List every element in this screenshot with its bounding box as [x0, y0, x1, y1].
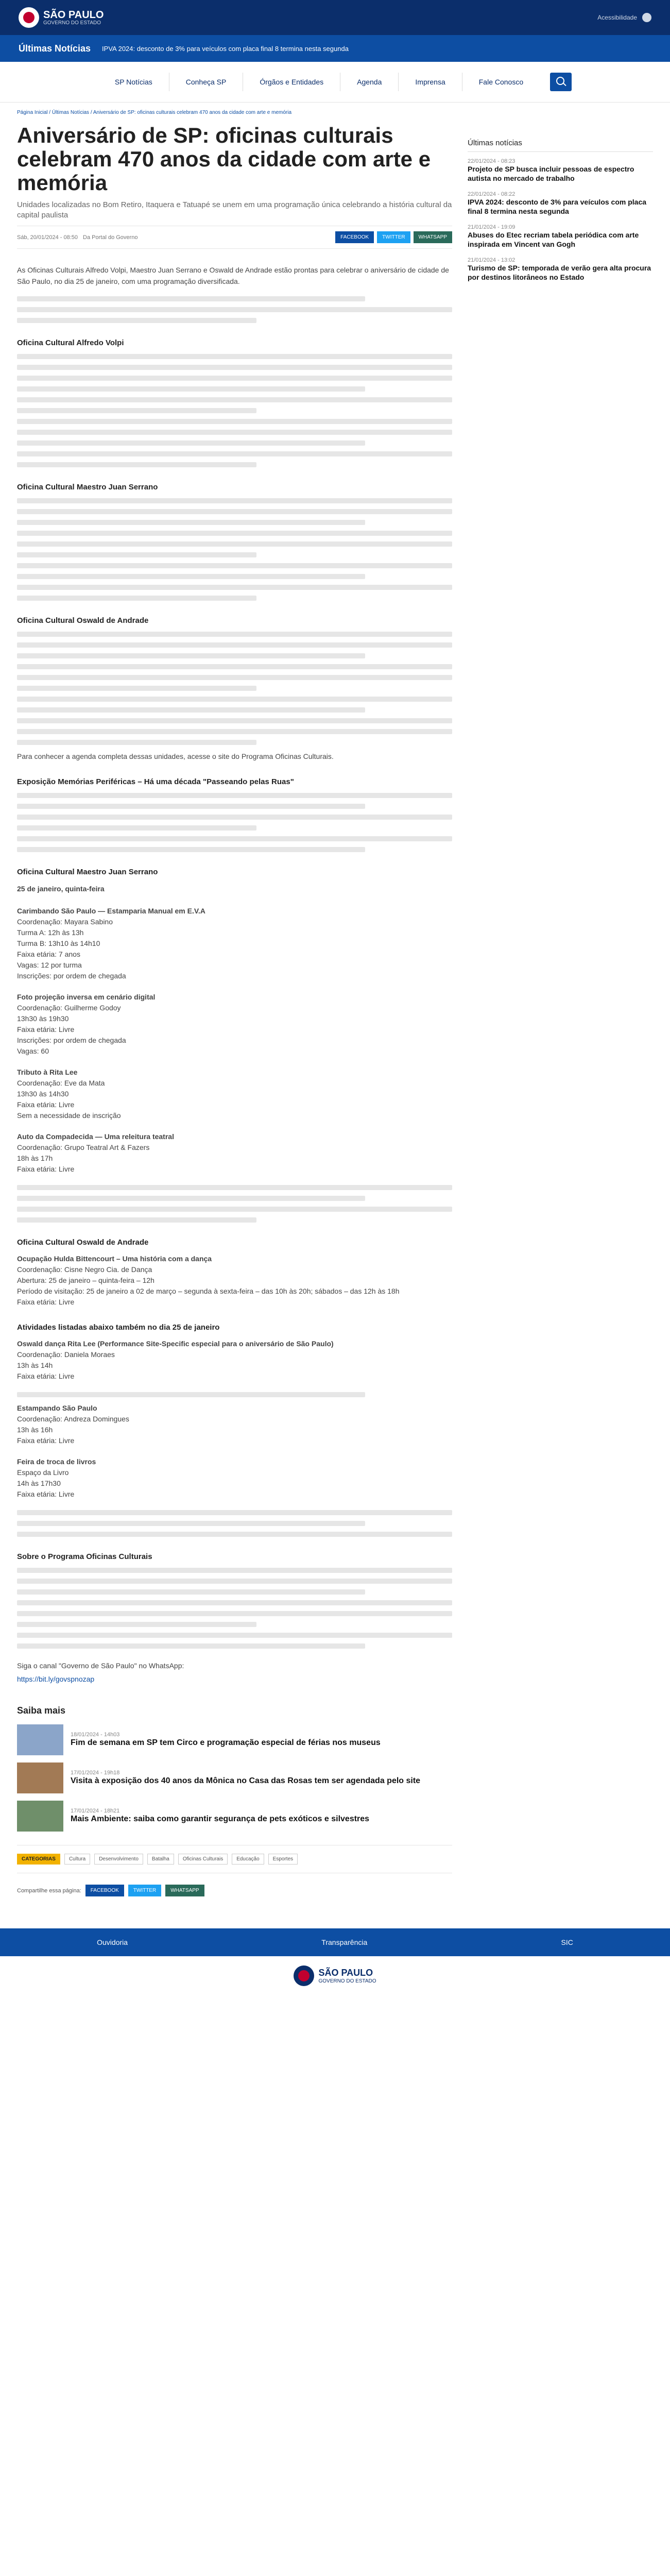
event-line: Sem a necessidade de inscrição — [17, 1111, 121, 1120]
text-line — [17, 365, 452, 370]
state-emblem-icon — [19, 7, 39, 28]
sidebar-news-date: 22/01/2024 - 08:23 — [468, 158, 516, 164]
event-line: 18h às 17h — [17, 1154, 53, 1162]
text-line — [17, 1217, 256, 1223]
accessibility-icon[interactable] — [642, 13, 651, 22]
related-news-item[interactable] — [17, 1801, 452, 1832]
text-line — [17, 718, 452, 723]
news-headline[interactable]: Visita à exposição dos 40 anos da Mônica no Casa das Rosas tem ser agendada pelo site — [71, 1776, 421, 1785]
share-twitter-button[interactable]: TWITTER — [128, 1885, 161, 1896]
closing-paragraph[interactable]: Para conhecer a agenda completa dessas unidades, acesse o site do Programa Oficinas Culturais. — [17, 752, 334, 760]
event-title: Estampando São Paulo — [17, 1404, 97, 1412]
text-line — [17, 1600, 452, 1605]
event-line: Coordenação: Guilherme Godoy — [17, 1004, 121, 1012]
event-title: Feira de troca de livros — [17, 1458, 96, 1466]
text-line — [17, 430, 452, 435]
text-line — [17, 451, 452, 456]
event-title: Oswald dança Rita Lee (Performance Site-Specific especial para o aniversário de São Paulo) — [17, 1340, 334, 1348]
text-line — [17, 440, 365, 446]
article-date: Sáb, 20/01/2024 - 08:50 — [17, 234, 78, 241]
event-block — [17, 1253, 452, 1308]
footer-link-sic[interactable]: SIC — [561, 1938, 573, 1946]
text-line — [17, 376, 452, 381]
event-block — [17, 1131, 452, 1175]
event-line: Coordenação: Eve da Mata — [17, 1079, 105, 1087]
text-line — [17, 318, 256, 323]
text-line — [17, 1589, 365, 1595]
event-block — [17, 1067, 452, 1121]
news-date: 17/01/2024 - 19h18 — [71, 1770, 120, 1776]
related-news-item[interactable] — [17, 1762, 452, 1793]
text-line — [17, 793, 452, 798]
event-line: Coordenação: Mayara Sabino — [17, 918, 113, 926]
whatsapp-link[interactable]: https://bit.ly/govspnozap — [17, 1675, 95, 1683]
text-line — [17, 585, 452, 590]
news-thumbnail[interactable] — [17, 1801, 63, 1832]
event-title: Tributo à Rita Lee — [17, 1068, 78, 1076]
event-title: Auto da Compadecida — Uma releitura teatral — [17, 1132, 174, 1141]
text-line — [17, 1185, 452, 1190]
text-line — [17, 1521, 365, 1526]
event-line: Abertura: 25 de janeiro – quinta-feira – 12h — [17, 1276, 154, 1284]
event-line: Período de visitação: 25 de janeiro a 02 de março – segunda à sexta-feira – das 10h às 20h; sábados – das 12h às 18h — [17, 1287, 400, 1295]
article-body — [17, 249, 452, 1685]
event-block — [17, 1338, 452, 1382]
section-heading: Oficina Cultural Maestro Juan Serrano — [17, 868, 158, 876]
footer-link-transparencia[interactable]: Transparência — [321, 1938, 368, 1946]
event-line: Turma B: 13h10 às 14h10 — [17, 939, 100, 947]
text-line — [17, 697, 452, 702]
tag-item[interactable]: Batalha — [147, 1854, 174, 1865]
text-line — [17, 1633, 452, 1638]
news-date: 17/01/2024 - 18h21 — [71, 1808, 120, 1814]
nav-agenda[interactable]: Agenda — [340, 73, 398, 91]
event-line: Faixa etária: Livre — [17, 1436, 75, 1445]
share-page — [17, 1873, 452, 1908]
text-line — [17, 632, 452, 637]
accessibility-label: Acessibilidade — [597, 14, 637, 21]
event-line: Faixa etária: 7 anos — [17, 950, 80, 958]
share-page-label: Compartilhe essa página: — [17, 1887, 81, 1894]
text-line — [17, 707, 365, 713]
nav-orgaos-entidades[interactable]: Órgãos e Entidades — [243, 73, 340, 91]
text-line — [17, 804, 365, 809]
text-line — [17, 563, 452, 568]
event-block — [17, 1403, 452, 1446]
footer-links — [0, 1928, 670, 1956]
nav-fale-conosco[interactable]: Fale Conosco — [462, 73, 540, 91]
text-line — [17, 498, 452, 503]
brand-logo[interactable] — [19, 7, 104, 28]
share-twitter-button[interactable]: TWITTER — [377, 231, 410, 243]
event-block — [17, 1456, 452, 1500]
nav-imprensa[interactable]: Imprensa — [398, 73, 461, 91]
article-title: Aniversário de SP: oficinas culturais celebram 470 anos da cidade com arte e memória — [17, 123, 431, 195]
event-title: Carimbando São Paulo — Estamparia Manual em E.V.A — [17, 907, 205, 915]
news-thumbnail[interactable] — [17, 1724, 63, 1755]
text-line — [17, 354, 452, 359]
sidebar-news-date: 21/01/2024 - 13:02 — [468, 257, 516, 263]
state-emblem-icon — [294, 1965, 314, 1986]
search-icon[interactable] — [550, 73, 572, 91]
text-line — [17, 1392, 365, 1397]
sidebar-news-headline[interactable]: IPVA 2024: desconto de 3% para veículos com placa final 8 termina nesta segunda — [468, 198, 647, 215]
text-line — [17, 1611, 452, 1616]
main-navigation — [0, 62, 670, 103]
news-headline[interactable]: Mais Ambiente: saiba como garantir segurança de pets exóticos e silvestres — [71, 1815, 370, 1823]
latest-news-item[interactable]: IPVA 2024: desconto de 3% para veículos com placa final 8 termina nesta segunda — [102, 44, 349, 53]
text-line — [17, 1510, 452, 1515]
sidebar — [468, 103, 653, 1908]
tag-item[interactable]: Educação — [232, 1854, 264, 1865]
accessibility-tools[interactable] — [597, 13, 651, 22]
tags-label: CATEGORIAS — [17, 1854, 60, 1865]
related-news-title: Saiba mais — [17, 1705, 66, 1716]
text-line — [17, 825, 256, 831]
section-heading: Oficina Cultural Alfredo Volpi — [17, 338, 124, 347]
event-title: Ocupação Hulda Bittencourt – Uma história com a dança — [17, 1255, 212, 1263]
text-line — [17, 596, 256, 601]
share-whatsapp-button[interactable]: WHATSAPP — [414, 231, 452, 243]
text-line — [17, 574, 365, 579]
text-line — [17, 531, 452, 536]
footer-brand-subtitle: GOVERNO DO ESTADO — [318, 1978, 376, 1984]
text-line — [17, 729, 452, 734]
event-line: Coordenação: Andreza Domingues — [17, 1415, 129, 1423]
event-line: Coordenação: Cisne Negro Cia. de Dança — [17, 1265, 152, 1274]
text-line — [17, 1579, 452, 1584]
text-line — [17, 1622, 256, 1627]
event-line: 13h às 16h — [17, 1426, 53, 1434]
event-line: Turma A: 12h às 13h — [17, 928, 84, 937]
text-line — [17, 653, 365, 658]
brand-subtitle: GOVERNO DO ESTADO — [43, 20, 101, 26]
text-line — [17, 541, 452, 547]
sidebar-news-item[interactable] — [468, 257, 653, 282]
text-line — [17, 307, 452, 312]
text-line — [17, 397, 452, 402]
share-facebook-button[interactable]: FACEBOOK — [85, 1885, 124, 1896]
share-buttons — [335, 231, 452, 243]
event-line: 13h30 às 19h30 — [17, 1014, 69, 1023]
event-block — [17, 906, 452, 981]
top-header — [0, 0, 670, 35]
related-news-item[interactable] — [17, 1724, 452, 1755]
tag-item[interactable]: Desenvolvimento — [94, 1854, 143, 1865]
text-line — [17, 740, 256, 745]
text-line — [17, 408, 256, 413]
event-line: Vagas: 12 por turma — [17, 961, 82, 969]
section-heading: Sobre o Programa Oficinas Culturais — [17, 1552, 152, 1561]
latest-news-ticker — [0, 35, 670, 62]
text-line — [17, 815, 452, 820]
section-heading: Atividades listadas abaixo também no dia 25 de janeiro — [17, 1323, 220, 1332]
text-line — [17, 1568, 452, 1573]
event-title: Foto projeção inversa em cenário digital — [17, 993, 156, 1001]
news-thumbnail[interactable] — [17, 1762, 63, 1793]
text-line — [17, 520, 365, 525]
sidebar-news-item[interactable] — [468, 191, 653, 216]
text-line — [17, 1643, 365, 1649]
footer-link-ouvidoria[interactable]: Ouvidoria — [97, 1938, 128, 1946]
sidebar-news-headline[interactable]: Projeto de SP busca incluir pessoas de espectro autista no mercado de trabalho — [468, 165, 634, 182]
sidebar-news-item[interactable] — [468, 158, 653, 183]
section-date: 25 de janeiro, quinta-feira — [17, 885, 105, 893]
whatsapp-text: Siga o canal "Governo de São Paulo" no WhatsApp: — [17, 1662, 184, 1670]
text-line — [17, 386, 365, 392]
tag-item[interactable]: Esportes — [268, 1854, 298, 1865]
section-heading: Exposição Memórias Periféricas – Há uma década "Passeando pelas Ruas" — [17, 777, 294, 786]
footer-brand-title: SÃO PAULO — [318, 1968, 373, 1978]
article-intro: As Oficinas Culturais Alfredo Volpi, Maestro Juan Serrano e Oswald de Andrade estão prontas para celebrar o aniversário de cidade de São Paulo, no dia 25 de janeiro, com uma programação diversificada. — [17, 266, 449, 285]
text-line — [17, 509, 452, 514]
share-facebook-button[interactable]: FACEBOOK — [335, 231, 374, 243]
footer-brand — [0, 1956, 670, 1995]
news-date: 18/01/2024 - 14h03 — [71, 1732, 120, 1738]
sidebar-news-headline[interactable]: Turismo de SP: temporada de verão gera alta procura por destinos litorâneos no Estado — [468, 264, 651, 281]
text-line — [17, 836, 452, 841]
tag-item[interactable]: Oficinas Culturais — [178, 1854, 228, 1865]
section-heading: Oficina Cultural Maestro Juan Serrano — [17, 483, 158, 492]
category-tags — [17, 1845, 452, 1873]
article-author: Da Portal do Governo — [83, 234, 138, 241]
event-line: Faixa etária: Livre — [17, 1165, 75, 1173]
tag-item[interactable]: Cultura — [64, 1854, 90, 1865]
event-line: 13h30 às 14h30 — [17, 1090, 69, 1098]
sidebar-news-date: 21/01/2024 - 19:09 — [468, 224, 516, 230]
text-line — [17, 1207, 452, 1212]
event-line: Vagas: 60 — [17, 1047, 49, 1055]
text-line — [17, 419, 452, 424]
event-line: Inscrições: por ordem de chegada — [17, 972, 126, 980]
nav-conheca-sp[interactable]: Conheça SP — [169, 73, 243, 91]
event-line: Coordenação: Grupo Teatral Art & Fazers — [17, 1143, 150, 1151]
event-line: Faixa etária: Livre — [17, 1025, 75, 1033]
text-line — [17, 686, 256, 691]
event-line: Inscrições: por ordem de chegada — [17, 1036, 126, 1044]
article-subtitle: Unidades localizadas no Bom Retiro, Itaquera e Tatuapé se unem em uma programação única celebrando a história cultural da capital paulista — [17, 200, 452, 219]
event-line: Faixa etária: Livre — [17, 1100, 75, 1109]
event-line: Faixa etária: Livre — [17, 1372, 75, 1380]
news-headline[interactable]: Fim de semana em SP tem Circo e programação especial de férias nos museus — [71, 1738, 381, 1747]
event-line: Espaço da Livro — [17, 1468, 69, 1477]
text-line — [17, 642, 452, 648]
section-heading: Oficina Cultural Oswald de Andrade — [17, 1238, 149, 1247]
event-line: Faixa etária: Livre — [17, 1298, 75, 1306]
breadcrumb[interactable]: Página Inicial / Últimas Notícias / Aniversário de SP: oficinas culturais celebram 470 anos da cidade com arte e memória — [17, 110, 292, 115]
sidebar-news-item[interactable] — [468, 224, 653, 249]
text-line — [17, 296, 365, 301]
article-meta — [17, 226, 452, 249]
text-line — [17, 462, 256, 467]
sidebar-news-headline[interactable]: Abuses do Etec recriam tabela periódica com arte inspirada em Vincent van Gogh — [468, 231, 639, 248]
text-line — [17, 847, 365, 852]
event-line: Coordenação: Daniela Moraes — [17, 1350, 115, 1359]
event-line: Faixa etária: Livre — [17, 1490, 75, 1498]
sidebar-title: Últimas notícias — [468, 139, 653, 152]
text-line — [17, 1532, 452, 1537]
text-line — [17, 1196, 365, 1201]
event-line: 14h às 17h30 — [17, 1479, 61, 1487]
text-line — [17, 664, 452, 669]
sidebar-news-date: 22/01/2024 - 08:22 — [468, 191, 516, 197]
brand-title: SÃO PAULO — [43, 9, 104, 21]
footer-logo[interactable] — [294, 1965, 376, 1986]
share-whatsapp-button[interactable]: WHATSAPP — [165, 1885, 204, 1896]
article-column — [17, 103, 452, 1908]
nav-sp-noticias[interactable]: SP Notícias — [114, 78, 152, 86]
event-line: 13h às 14h — [17, 1361, 53, 1369]
related-news — [17, 1705, 452, 1832]
text-line — [17, 552, 256, 557]
latest-news-title: Últimas Notícias — [19, 43, 91, 54]
text-line — [17, 675, 452, 680]
section-heading: Oficina Cultural Oswald de Andrade — [17, 616, 149, 625]
event-block — [17, 992, 452, 1057]
